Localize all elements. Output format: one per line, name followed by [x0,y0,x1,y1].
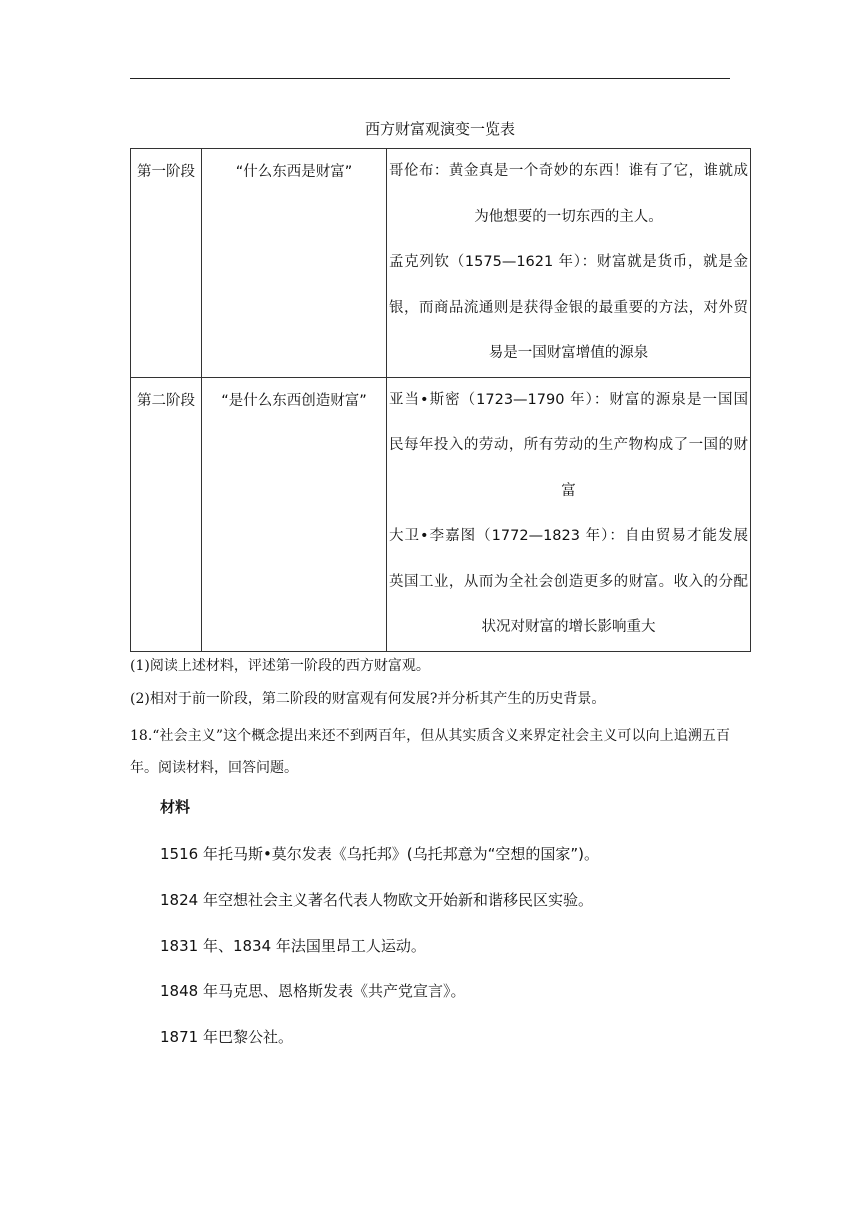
quote-line: 亚当•斯密（1723—1790 年）：财富的源泉是一国国 [389,391,748,408]
quote-line: 民每年投入的劳动，所有劳动的生产物构成了一国的财 [389,437,748,453]
header-rule [130,78,730,79]
quote-line: 银，而商品流通则是获得金银的最重要的方法，对外贸 [389,299,748,316]
question-1: (1)阅读上述材料，评述第一阶段的西方财富观。 [130,658,430,674]
quote-line: 英国工业，从而为全社会创造更多的财富。收入的分配 [389,573,748,590]
material-item: 1824 年空想社会主义著名代表人物欧文开始新和谐移民区实验。 [160,891,593,909]
table-row [131,149,751,378]
question-cell: “什么东西是财富” [202,149,387,378]
wealth-views-table [130,148,751,652]
quote-line: 为他想要的一切东西的主人。 [474,208,663,225]
question-18: 18.“社会主义”这个概念提出来还不到两百年，但从其实质含义来界定社会主义可以向上追溯五百年。阅读材料，回答问题。 [130,728,730,776]
stage-cell: 第二阶段 [131,377,202,651]
quote-line: 易是一国财富增值的源泉 [488,345,649,361]
quote-line: 哥伦布：黄金真是一个奇妙的东西！谁有了它，谁就成 [389,163,748,179]
material-heading: 材料 [160,798,191,816]
question-2: (2)相对于前一阶段，第二阶段的财富观有何发展?并分析其产生的历史背景。 [130,691,606,707]
quotes-cell [387,149,751,378]
question-cell: “是什么东西创造财富” [202,377,387,651]
table-row [131,377,751,651]
stage-cell: 第一阶段 [131,149,202,378]
material-item: 1516 年托马斯•莫尔发表《乌托邦》(乌托邦意为“空想的国家”)。 [160,845,600,863]
material-item: 1871 年巴黎公社。 [160,1028,293,1046]
material-item: 1831 年、1834 年法国里昂工人运动。 [160,937,426,955]
table-title: 西方财富观演变一览表 [364,120,515,138]
quote-line: 大卫•李嘉图（1772—1823 年）：自由贸易才能发展 [389,528,748,544]
quote-line: 富 [561,482,576,499]
quote-line: 状况对财富的增长影响重大 [481,619,656,635]
quotes-cell [387,377,751,651]
material-item: 1848 年马克思、恩格斯发表《共产党宣言》。 [160,982,466,1000]
quote-line: 孟克列钦（1575—1621 年）：财富就是货币，就是金 [389,254,748,270]
